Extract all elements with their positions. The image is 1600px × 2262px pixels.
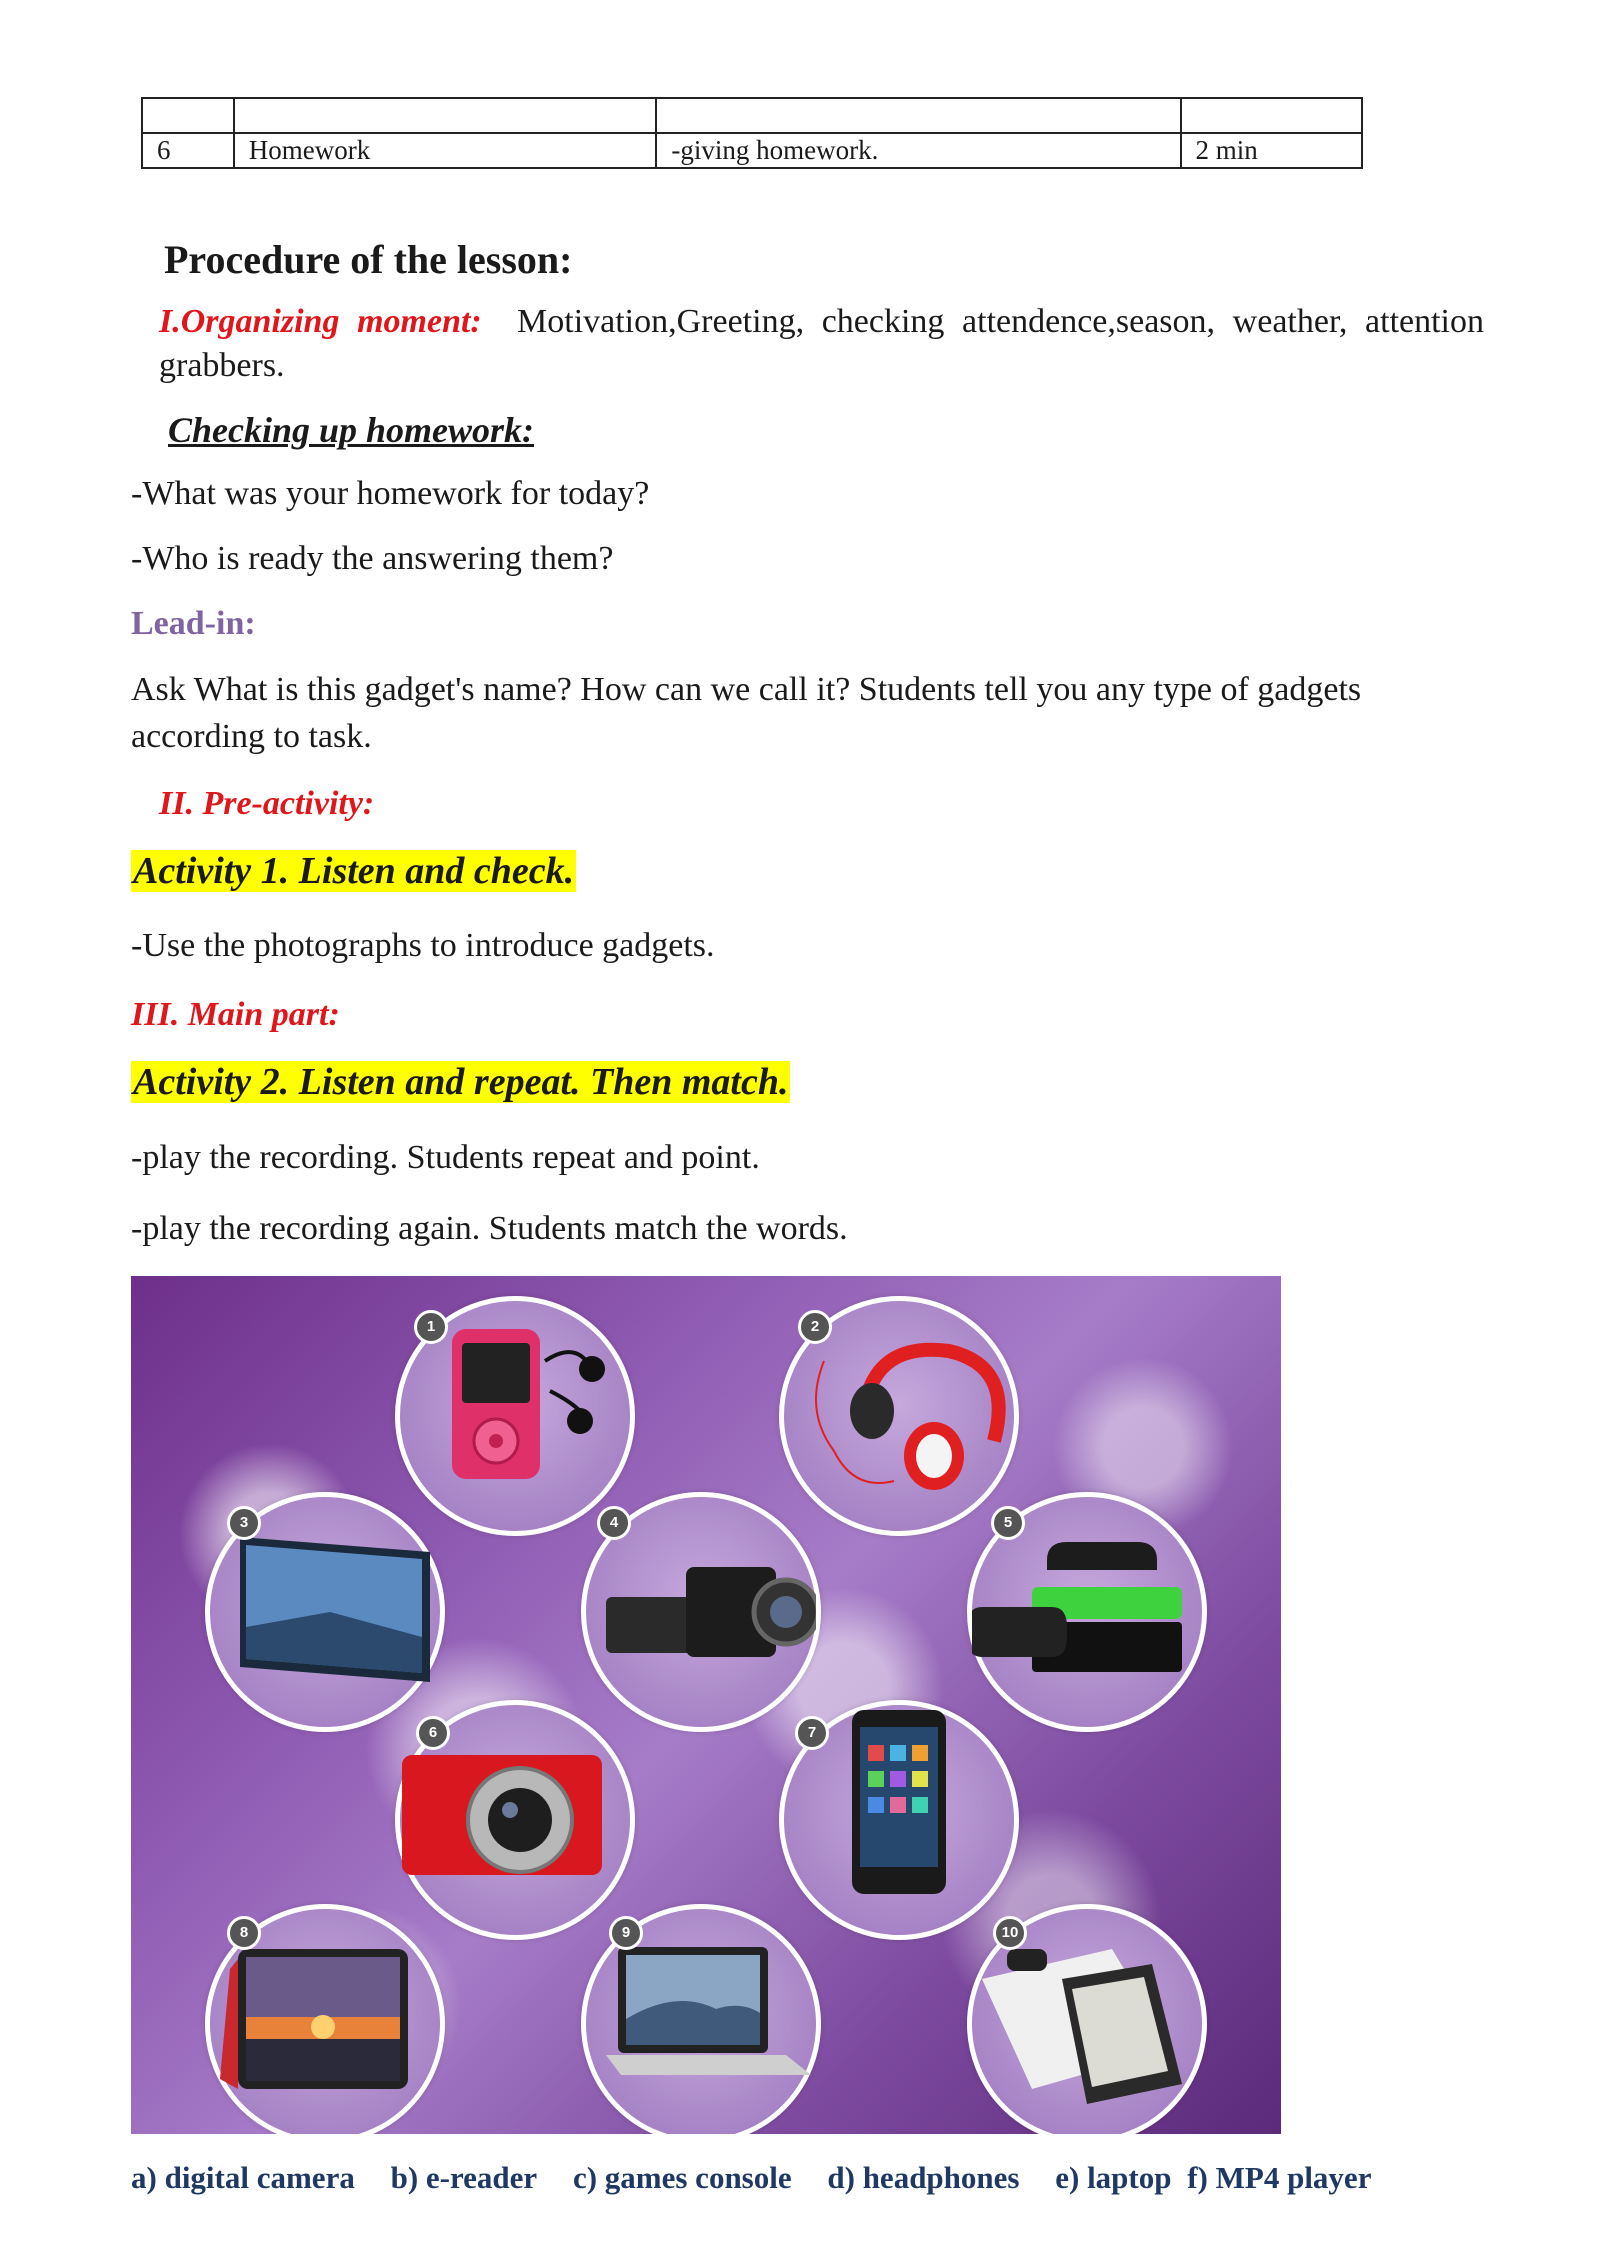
activity-2-heading [131, 1059, 790, 1113]
organizing-moment [159, 300, 1484, 388]
activity-1-highlight: Activity 1. Listen and check. [133, 850, 575, 892]
gadget-number-8: 8 [227, 1916, 261, 1950]
pre-activity-text: -Use the photographs to introduce gadgets. [131, 927, 715, 964]
homework-question-2: -Who is ready the answering them? [131, 540, 614, 577]
answer-option: c) games console [572, 2160, 792, 2195]
homework-question-1: -What was your homework for today? [131, 475, 650, 512]
gadget-number-5: 5 [991, 1506, 1025, 1540]
main-part-label: III. Main part: [131, 996, 340, 1033]
answer-option: d) headphones [827, 2160, 1020, 2195]
gadget-number-10: 10 [993, 1916, 1027, 1950]
procedure-title: Procedure of the lesson: [164, 237, 573, 282]
table-cell [1181, 98, 1362, 133]
table-cell [142, 98, 234, 133]
gadget-number-4: 4 [597, 1506, 631, 1540]
table-cell: 2 min [1181, 133, 1362, 168]
main-part-line-2: -play the recording again. Students match the words. [131, 1210, 848, 1247]
gadget-number-6: 6 [416, 1716, 450, 1750]
gadgets-picture [131, 1276, 1281, 2134]
table-cell [656, 98, 1180, 133]
activity-2-highlight: Activity 2. Listen and repeat. Then match. [133, 1061, 789, 1103]
gadget-number-9: 9 [609, 1916, 643, 1950]
gadget-number-1: 1 [414, 1310, 448, 1344]
table-cell: Homework [234, 133, 657, 168]
gadget-number-2: 2 [798, 1310, 832, 1344]
gadget-number-7: 7 [795, 1716, 829, 1750]
lead-in-text: Ask What is this gadget's name? How can we call it? Students tell you any type of gadgets according to task. [131, 671, 1362, 755]
table-cell: -giving homework. [656, 133, 1180, 168]
lead-in-label: Lead-in: [131, 605, 256, 642]
answer-options [131, 2160, 1399, 2196]
answer-option: b) e-reader [390, 2160, 538, 2195]
table-cell: 6 [142, 133, 234, 168]
organizing-label: I.Organizing moment: [159, 303, 482, 340]
table-row [142, 133, 1362, 168]
activity-1-heading [131, 848, 576, 902]
answer-option: a) digital camera [131, 2160, 355, 2195]
answer-option: e) laptop [1055, 2160, 1172, 2195]
organizing-text: Motivation,Greeting, checking attendence,season, weather, attention grabbers. [159, 303, 1485, 384]
answer-option: f) MP4 player [1187, 2160, 1372, 2195]
main-part-line-1: -play the recording. Students repeat and point. [131, 1139, 760, 1176]
table-cell [234, 98, 657, 133]
gadget-number-3: 3 [227, 1506, 261, 1540]
table-row [142, 98, 1362, 133]
lesson-plan-table [141, 97, 1363, 169]
pre-activity-label: II. Pre-activity: [159, 785, 375, 822]
checking-homework-title: Checking up homework: [168, 410, 535, 450]
